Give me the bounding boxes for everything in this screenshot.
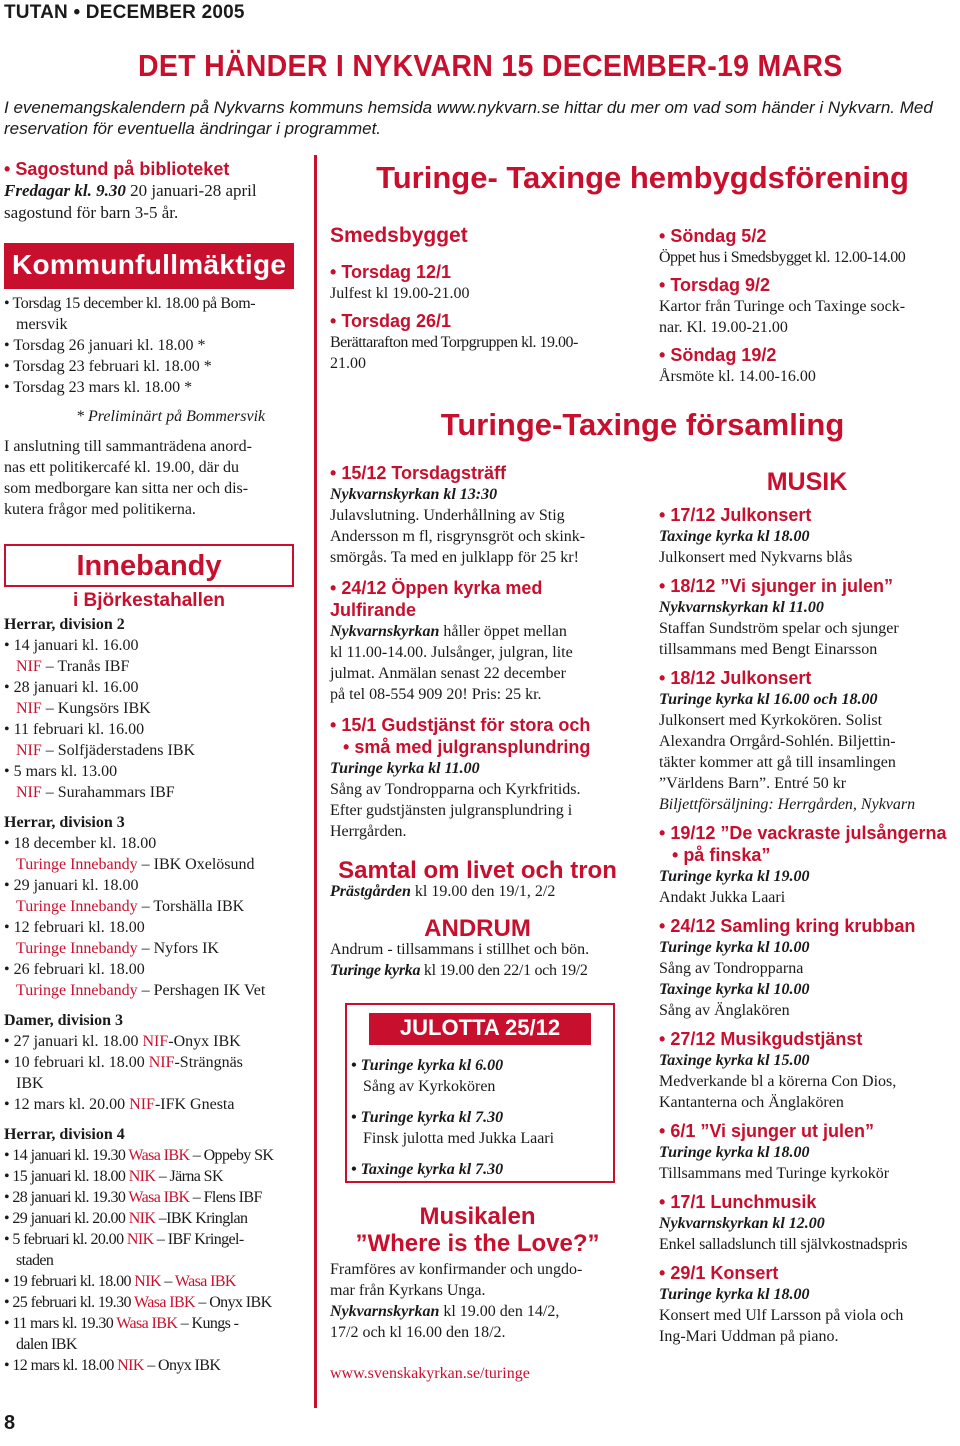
- game-sep: –: [160, 1273, 175, 1290]
- game-home: NIK: [134, 1273, 161, 1290]
- game-away: Solfjäderstadens IBK: [57, 742, 196, 759]
- page-header: TUTAN • DECEMBER 2005: [4, 2, 245, 23]
- event-desc: på tel 08-554 909 20! Pris: 25 kr.: [330, 686, 542, 703]
- game-home: NIK: [117, 1357, 144, 1374]
- concert-title: • 18/12 ”Vi sjunger in julen”: [659, 575, 955, 597]
- concert-desc: Andakt Jukka Laari: [659, 889, 786, 906]
- game-date: 12 mars kl. 18.00: [12, 1357, 118, 1374]
- game-away: -Strängnäs: [174, 1054, 243, 1071]
- game-away: Nyfors IK: [153, 940, 219, 957]
- damer-game-cont: IBK: [16, 1075, 44, 1092]
- event-title: • Söndag 5/2: [659, 225, 955, 247]
- concert-place: Taxinge kyrka kl 15.00: [659, 1052, 810, 1069]
- game-date: • 26 februari kl. 18.00: [4, 959, 294, 980]
- game-away: Torshälla IBK: [153, 898, 245, 915]
- event-title: • 15/1 Gudstjänst för stora och: [330, 714, 625, 736]
- samtal-title: Samtal om livet och tron: [338, 857, 617, 884]
- div4-game: [4, 1166, 294, 1187]
- game-home: NIF: [129, 1096, 155, 1113]
- sagostund-dates: 20 januari-28 april: [125, 181, 257, 200]
- game-home: NIK: [126, 1231, 154, 1248]
- div4-game: [4, 1208, 294, 1229]
- event-title: • Torsdag 12/1: [330, 261, 625, 283]
- concert-desc: täkter kommer att gå till insamlingen: [659, 754, 896, 771]
- game-date: 15 januari kl. 18.00: [12, 1168, 129, 1185]
- kommun-item: mersvik: [16, 316, 68, 333]
- concert-desc: Sång av Tondropparna: [659, 960, 804, 977]
- game-away: Tranås IBF: [57, 658, 130, 675]
- musikal-time: kl 19.00 den 14/2,: [439, 1303, 560, 1320]
- concert-desc: Sång av Änglakören: [659, 1002, 790, 1019]
- game-date: 29 januari kl. 20.00: [12, 1210, 129, 1227]
- div3-heading: Herrar, division 3: [4, 814, 125, 831]
- concert-place: Turinge kyrka kl 10.00: [659, 939, 810, 956]
- concert-desc: ”Världens Barn”. Entré 50 kr: [659, 775, 847, 792]
- musikal-subtitle: ”Where is the Love?”: [355, 1230, 600, 1257]
- innebandy-title: Innebandy: [76, 550, 222, 582]
- event-desc: Berättarafton med Torpgruppen kl. 19.00-: [330, 334, 578, 351]
- musik-column: [659, 504, 955, 1347]
- sagostund-section: [4, 158, 294, 224]
- damer-heading: Damer, division 3: [4, 1012, 123, 1029]
- kommun-item: • Torsdag 15 december kl. 18.00 på Bom-: [4, 293, 294, 314]
- game-away: -Onyx IBK: [168, 1033, 241, 1050]
- page-number: 8: [4, 1412, 16, 1434]
- game-date: 27 januari kl. 18.00: [13, 1033, 143, 1050]
- game-away: – Järna SK: [155, 1168, 223, 1185]
- forsamling-column: [330, 462, 625, 981]
- andrum-title: ANDRUM: [424, 915, 531, 942]
- julotta-box: [345, 1003, 615, 1183]
- event-desc: Kartor från Turinge och Taxinge sock-: [659, 298, 906, 315]
- kommun-list: [4, 293, 294, 520]
- concert-tickets: Biljettförsäljning: Herrgården, Nykvarn: [659, 796, 916, 813]
- concert-title: • 17/12 Julkonsert: [659, 504, 955, 526]
- column-divider: [314, 155, 317, 1408]
- div4-game: [4, 1313, 294, 1334]
- event-desc: julmat. Anmälan senast 22 december: [330, 665, 566, 682]
- game-date: 12 mars kl. 20.00: [13, 1096, 130, 1113]
- game-date: 10 februari kl. 18.00: [13, 1054, 149, 1071]
- sagostund-title: • Sagostund på biblioteket: [4, 158, 294, 180]
- concert-title: • 27/12 Musikgudstjänst: [659, 1028, 955, 1050]
- andrum-place: Turinge kyrka: [330, 962, 421, 979]
- div4-game: [4, 1355, 294, 1376]
- musikal-place: Nykvarnskyrkan: [330, 1303, 440, 1320]
- event-title: • 15/12 Torsdagsträff: [330, 462, 625, 484]
- div4-game: [4, 1292, 294, 1313]
- concert-title: • 17/1 Lunchmusik: [659, 1191, 955, 1213]
- concert-title: • 18/12 Julkonsert: [659, 667, 955, 689]
- div4-game: [4, 1229, 294, 1250]
- div4-game: [4, 1271, 294, 1292]
- game-date: 5 februari kl. 20.00: [12, 1231, 127, 1248]
- game-date: • 28 januari kl. 16.00: [4, 677, 294, 698]
- event-desc: håller öppet mellan: [439, 623, 567, 640]
- concert-place: Taxinge kyrka kl 18.00: [659, 528, 810, 545]
- div2-heading: Herrar, division 2: [4, 616, 125, 633]
- game-date: • 18 december kl. 18.00: [4, 833, 294, 854]
- game-away: –IBK Kringlan: [155, 1210, 248, 1227]
- game-date: • 5 mars kl. 13.00: [4, 761, 294, 782]
- game-home: NIF: [16, 700, 42, 717]
- event-desc: Andersson m fl, risgrynsgröt och skink-: [330, 528, 586, 545]
- sagostund-time: Fredagar kl. 9.30: [4, 181, 126, 200]
- event-desc: Sång av Tondropparna och Kyrkfritids.: [330, 781, 581, 798]
- julotta-time: • Turinge kyrka kl 6.00: [351, 1055, 613, 1076]
- hembygd-left: [330, 223, 625, 374]
- concert-desc: Konsert med Ulf Larsson på viola och: [659, 1307, 904, 1324]
- kommun-title: Kommunfullmäktige: [12, 249, 287, 280]
- game-away: Kungsörs IBK: [57, 700, 151, 717]
- concert-desc: Medverkande bl a körerna Con Dios,: [659, 1073, 897, 1090]
- game-away: – Flens IBF: [189, 1189, 262, 1206]
- concert-desc: Ing-Mari Uddman på piano.: [659, 1328, 839, 1345]
- event-desc: nar. Kl. 19.00-21.00: [659, 319, 788, 336]
- concert-place: Turinge kyrka kl 18.00: [659, 1286, 810, 1303]
- game-home: NIK: [128, 1210, 156, 1227]
- game-date: 14 januari kl. 19.30: [12, 1147, 129, 1164]
- julotta-title: JULOTTA 25/12: [369, 1013, 591, 1045]
- game-date: • 12 februari kl. 18.00: [4, 917, 294, 938]
- concert-title: • 6/1 ”Vi sjunger ut julen”: [659, 1120, 955, 1142]
- game-home: Turinge Innebandy: [16, 898, 138, 915]
- concert-place: Nykvarnskyrkan kl 11.00: [659, 599, 824, 616]
- game-date: 25 februari kl. 19.30: [12, 1294, 134, 1311]
- concert-desc: Julkonsert med Nykvarns blås: [659, 549, 853, 566]
- game-home: NIF: [16, 742, 42, 759]
- game-away: Surahammars IBF: [57, 784, 175, 801]
- kommun-note: * Preliminärt på Bommersvik: [76, 408, 266, 425]
- game-away: Pershagen IK Vet: [153, 982, 266, 999]
- musik-title: MUSIK: [766, 468, 848, 496]
- innebandy-subtitle: i Björkestahallen: [72, 590, 226, 611]
- event-place: Turinge kyrka kl 11.00: [330, 760, 480, 777]
- game-away: IBK Oxelösund: [153, 856, 255, 873]
- damer-game: [4, 1031, 294, 1052]
- div4-game-cont: staden: [16, 1252, 54, 1269]
- game-date: • 14 januari kl. 16.00: [4, 635, 294, 656]
- concert-desc: Tillsammans med Turinge kyrkokör: [659, 1165, 890, 1182]
- game-away: -IFK Gnesta: [154, 1096, 235, 1113]
- event-desc: kl 11.00-14.00. Julsånger, julgran, lite: [330, 644, 573, 661]
- musikal-section: [330, 1203, 625, 1384]
- samtal-place: Prästgården: [330, 883, 411, 900]
- kommun-item: • Torsdag 23 februari kl. 18.00 *: [4, 356, 294, 377]
- concert-desc: tillsammans med Bengt Einarsson: [659, 641, 878, 658]
- game-home: Wasa IBK: [128, 1147, 190, 1164]
- damer-game: [4, 1052, 294, 1073]
- event-desc: Julavslutning. Underhållning av Stig: [330, 507, 565, 524]
- game-away: Wasa IBK: [174, 1273, 236, 1290]
- musikal-desc: Framföres av konfirmander och ungdo-: [330, 1261, 583, 1278]
- game-date: • 29 januari kl. 18.00: [4, 875, 294, 896]
- hembygd-title: Turinge- Taxinge hembygdsförening: [376, 160, 909, 195]
- sagostund-desc: sagostund för barn 3-5 år.: [4, 203, 179, 222]
- game-home: Wasa IBK: [128, 1189, 190, 1206]
- concert-title: • 24/12 Samling kring krubban: [659, 915, 955, 937]
- event-title: • 24/12 Öppen kyrka med Julfirande: [330, 577, 625, 621]
- game-date: 19 februari kl. 18.00: [12, 1273, 135, 1290]
- event-title-cont: • små med julgransplundring: [330, 736, 625, 758]
- kommun-text-line: I anslutning till sammanträdena anord-: [4, 438, 252, 455]
- damer-game: [4, 1094, 294, 1115]
- musikal-time: 17/2 och kl 16.00 den 18/2.: [330, 1324, 506, 1341]
- kommun-text-line: som medborgare kan sitta ner och dis-: [4, 480, 249, 497]
- julotta-desc: Finsk julotta med Jukka Laari: [363, 1130, 555, 1147]
- concert-desc: Enkel salladslunch till självkostnadspris: [659, 1236, 908, 1253]
- concert-desc: Kantanterna och Änglakören: [659, 1094, 844, 1111]
- kommun-item: • Torsdag 26 januari kl. 18.00 *: [4, 335, 294, 356]
- game-home: NIF: [16, 784, 42, 801]
- event-title: • Torsdag 9/2: [659, 274, 955, 296]
- game-away: – Onyx IBK: [143, 1357, 221, 1374]
- game-date: • 11 februari kl. 16.00: [4, 719, 294, 740]
- event-desc: Årsmöte kl. 14.00-16.00: [659, 368, 816, 385]
- andrum-desc: Andrum - tillsammans i stillhet och bön.: [330, 941, 590, 958]
- smedsbygget-heading: Smedsbygget: [330, 224, 468, 247]
- game-away: – Kungs -: [177, 1315, 239, 1332]
- forsamling-title: Turinge-Taxinge församling: [440, 407, 845, 442]
- musikal-title: Musikalen: [419, 1203, 536, 1230]
- event-desc: Julfest kl 19.00-21.00: [330, 285, 470, 302]
- website-link[interactable]: www.svenskakyrkan.se/turinge: [330, 1365, 530, 1382]
- div4-game: [4, 1187, 294, 1208]
- kommun-text-line: kutera frågor med politikerna.: [4, 501, 196, 518]
- concert-desc: Julkonsert med Kyrkokören. Solist: [659, 712, 883, 729]
- innebandy-schedule: Herrar, division 2 • 14 januari kl. 16.00 NIF – Tranås IBF • 28 januari kl. 16.00 NIF – Kungsörs IBK • 11 februari kl. 16.00 NIF – Solfjäderstadens IBK • 5 mars kl. 13.00 NIF – Surahammars IBF Herrar, division 3 • 18 december kl. 18.00 Turinge Innebandy – IBK Oxelösund • 29 januari kl. 18.00 Turinge Innebandy – Torshälla IBK • 12 februari kl. 18.00 Turinge Innebandy – Nyfors IK • 26 februari kl. 18.00 Turinge Innebandy – Pershagen IK Vet Damer, division 3 • 27 januari kl. 18.00 NIF-Onyx IBK • 10 februari kl. 18.00 NIF-Strängnäs IBK • 12 mars kl. 20.00 NIF-IFK Gnesta Herrar, division 4 • 14 januari kl. 19.30 Wasa IBK – Oppeby SK • 15 januari kl. 18.00 NIK – Järna SK • 28 januari kl. 19.30 Wasa IBK – Flens IBF • 29 januari kl. 20.00 NIK –IBK Kringlan • 5 februari kl. 20.00 NIK – IBF Kringel- staden • 19 februari kl. 18.00 NIK – Wasa IBK • 25 februari kl. 19.30 Wasa IBK – Onyx IBK • 11 mars kl. 19.30 Wasa IBK – Kungs - dalen IBK • 12 mars kl. 18.00 NIK – Onyx IBK: [4, 614, 294, 1376]
- kommun-title-bar: [4, 243, 294, 289]
- concert-place: Taxinge kyrka kl 10.00: [659, 981, 810, 998]
- event-place: Nykvarnskyrkan kl 13:30: [330, 486, 498, 503]
- event-desc: Herrgården.: [330, 823, 407, 840]
- event-place: Nykvarnskyrkan: [330, 623, 440, 640]
- game-home: NIF: [142, 1033, 169, 1050]
- hembygd-right: [659, 225, 955, 387]
- game-away: – Oppeby SK: [189, 1147, 274, 1164]
- musikal-desc: mar från Kyrkans Unga.: [330, 1282, 486, 1299]
- event-desc: 21.00: [330, 355, 366, 372]
- game-home: NIK: [128, 1168, 156, 1185]
- div4-game-cont: dalen IBK: [16, 1336, 77, 1353]
- concert-place: Nykvarnskyrkan kl 12.00: [659, 1215, 825, 1232]
- game-home: Turinge Innebandy: [16, 856, 138, 873]
- game-home: Wasa IBK: [134, 1294, 196, 1311]
- julotta-time: • Taxinge kyrka kl 7.30: [351, 1159, 613, 1180]
- concert-title: • 29/1 Konsert: [659, 1262, 955, 1284]
- concert-title-cont: • på finska”: [659, 844, 955, 866]
- event-desc: Efter gudstjänsten julgransplundring i: [330, 802, 573, 819]
- concert-place: Turinge kyrka kl 16.00 och 18.00: [659, 691, 878, 708]
- kommun-item: • Torsdag 23 mars kl. 18.00 *: [4, 377, 294, 398]
- concert-place: Turinge kyrka kl 18.00: [659, 1144, 810, 1161]
- game-home: NIF: [148, 1054, 175, 1071]
- div4-heading: Herrar, division 4: [4, 1126, 125, 1143]
- andrum-time: kl 19.00 den 22/1 och 19/2: [420, 962, 588, 979]
- div4-game: [4, 1145, 294, 1166]
- concert-title: • 19/12 ”De vackraste julsångerna: [659, 822, 955, 844]
- main-title: DET HÄNDER I NYKVARN 15 DECEMBER-19 MARS: [138, 48, 843, 83]
- game-away: – Onyx IBK: [195, 1294, 272, 1311]
- julotta-time: • Turinge kyrka kl 7.30: [351, 1107, 613, 1128]
- game-home: Turinge Innebandy: [16, 940, 138, 957]
- concert-desc: Alexandra Orrgård-Sohlén. Biljettin-: [659, 733, 896, 750]
- innebandy-title-box: [4, 544, 294, 587]
- game-home: NIF: [16, 658, 42, 675]
- game-home: Turinge Innebandy: [16, 982, 138, 999]
- game-date: 28 januari kl. 19.30: [12, 1189, 129, 1206]
- event-title: • Söndag 19/2: [659, 344, 955, 366]
- julotta-desc: Sång av Kyrkokören: [363, 1078, 496, 1095]
- concert-desc: Staffan Sundström spelar och sjunger: [659, 620, 899, 637]
- event-desc: smörgås. Ta med en julklapp för 25 kr!: [330, 549, 579, 566]
- game-away: – IBF Kringel-: [153, 1231, 244, 1248]
- game-date: 11 mars kl. 19.30: [12, 1315, 117, 1332]
- game-home: Wasa IBK: [116, 1315, 178, 1332]
- event-desc: Öppet hus i Smedsbygget kl. 12.00-14.00: [659, 249, 906, 266]
- intro-text: I evenemangskalendern på Nykvarns kommuns hemsida www.nykvarn.se hittar du mer om vad som händer i Nykvarn. Med reservation för eventuella ändringar i programmet.: [4, 98, 933, 138]
- samtal-time: kl 19.00 den 19/1, 2/2: [410, 883, 556, 900]
- event-title: • Torsdag 26/1: [330, 310, 625, 332]
- kommun-text-line: nas ett politikercafé kl. 19.00, där du: [4, 459, 240, 476]
- concert-place: Turinge kyrka kl 19.00: [659, 868, 810, 885]
